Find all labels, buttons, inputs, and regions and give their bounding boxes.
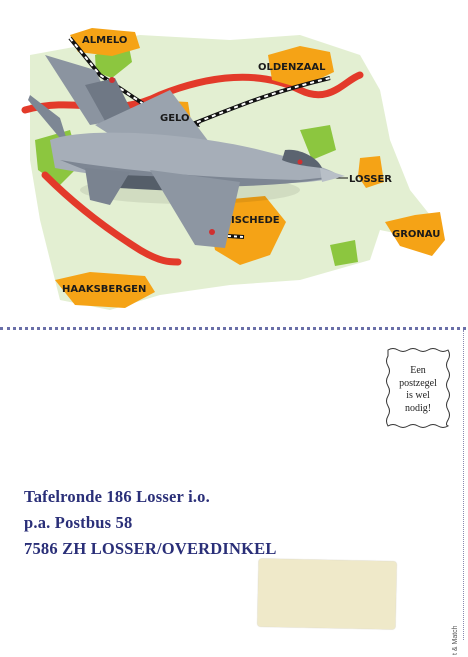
stamp-line: nodig! (404, 402, 432, 414)
city-label-gronau: GRONAU (392, 229, 441, 240)
city-label-haaksbergen: HAAKSBERGEN (62, 284, 147, 295)
stamp-line: postzegel (399, 377, 437, 389)
stamp-notice (385, 365, 451, 415)
fold-line (463, 330, 464, 640)
stamp-line: Een (410, 365, 426, 376)
city-label-hengelo: GELO (160, 113, 190, 124)
stamp-line: is wel (406, 390, 430, 401)
city-label-enschede: ISCHEDE (231, 215, 280, 226)
city-label-oldenzaal: OLDENZAAL (258, 62, 326, 73)
railway (228, 236, 244, 237)
address-line-3: 7586 ZH LOSSER/OVERDINKEL (24, 539, 277, 558)
printer-credit: t & Match (452, 625, 459, 655)
label-sticker (257, 559, 396, 630)
city-label-almelo: ALMELO (82, 35, 128, 46)
recipient-address (24, 484, 277, 562)
address-line-1: Tafelronde 186 Losser i.o. (24, 487, 210, 506)
perforation-line (0, 327, 466, 330)
city-label-losser: LOSSER (349, 174, 393, 185)
address-line-2: p.a. Postbus 58 (24, 513, 133, 532)
map-illustration (0, 0, 468, 320)
